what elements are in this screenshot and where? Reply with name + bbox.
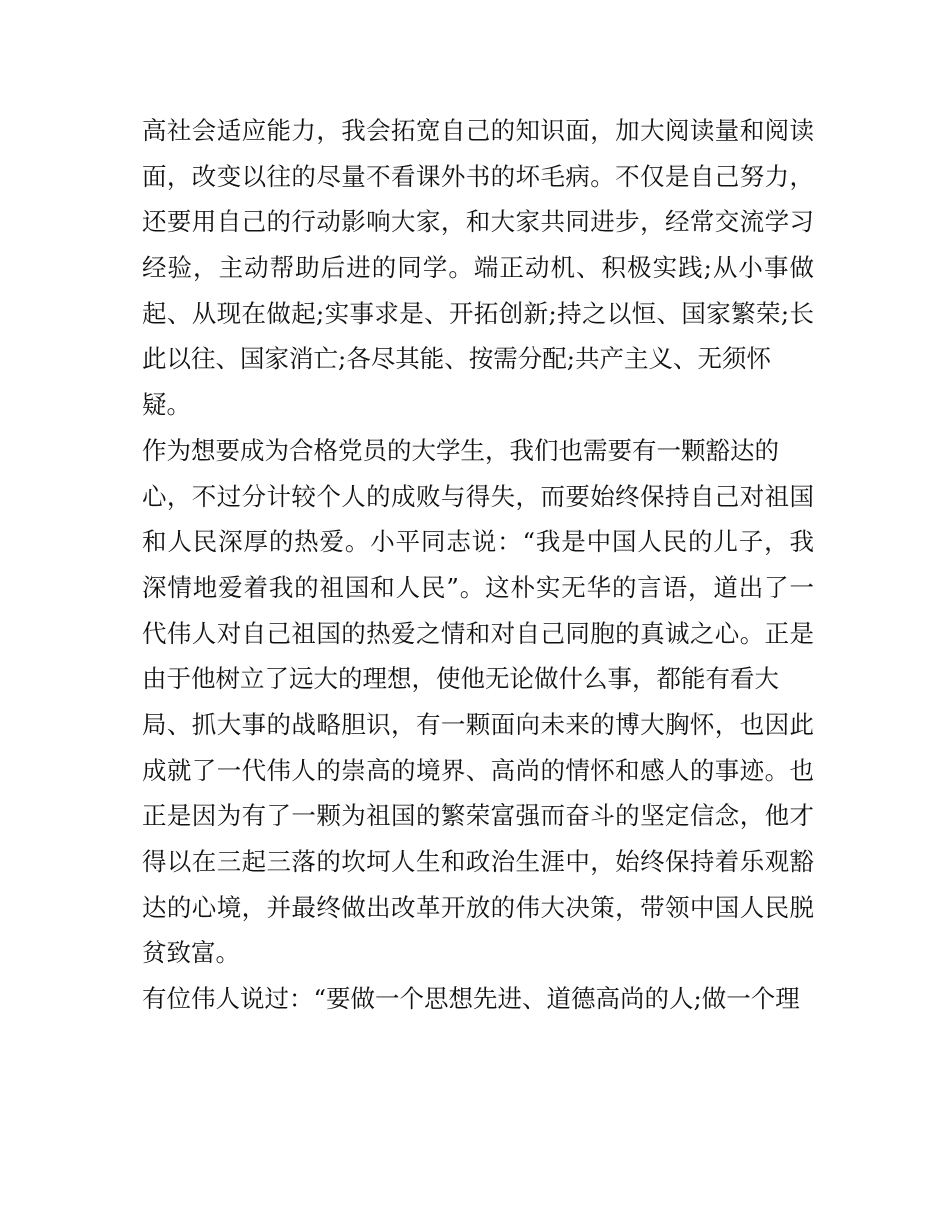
text-line: 高社会适应能力，我会拓宽自己的知识面，加大阅读量和阅读	[142, 116, 814, 145]
text-line: 得以在三起三落的坎坷人生和政治生涯中，始终保持着乐观豁	[142, 847, 814, 876]
text-line: 深情地爱着我的祖国和人民”。这朴实无华的言语，道出了一	[142, 572, 814, 602]
text-line: 作为想要成为合格党员的大学生，我们也需要有一颗豁达的	[142, 435, 779, 465]
text-line: 局、抓大事的战略胆识，有一颗面向未来的博大胸怀，也因此	[142, 709, 814, 739]
text-line: 经验，主动帮助后进的同学。端正动机、积极实践;从小事做	[142, 253, 814, 283]
text-line: 和人民深厚的热爱。小平同志说：“我是中国人民的儿子，我	[142, 527, 814, 557]
text-line: 贫致富。	[142, 938, 240, 968]
text-line: 由于他树立了远大的理想，使他无论做什么事，都能有看大	[142, 664, 779, 694]
body-text	[142, 108, 814, 1022]
text-line: 成就了一代伟人的崇高的境界、高尚的情怀和感人的事迹。也	[142, 755, 814, 785]
text-line: 面，改变以往的尽量不看课外书的坏毛病。不仅是自己努力，	[142, 161, 814, 191]
text-line: 达的心境，并最终做出改革开放的伟大决策，带领中国人民脱	[142, 892, 814, 922]
text-line: 起、从现在做起;实事求是、开拓创新;持之以恒、国家繁荣;长	[142, 298, 814, 328]
text-line: 有位伟人说过：“要做一个思想先进、道德高尚的人;做一个理	[142, 984, 800, 1014]
text-line: 代伟人对自己祖国的热爱之情和对自己同胞的真诚之心。正是	[142, 618, 814, 648]
text-line: 此以往、国家消亡;各尽其能、按需分配;共产主义、无须怀	[142, 344, 772, 374]
text-line: 心，不过分计较个人的成败与得失，而要始终保持自己对祖国	[142, 481, 814, 511]
text-line: 疑。	[142, 390, 191, 420]
text-line: 还要用自己的行动影响大家，和大家共同进步，经常交流学习	[142, 207, 814, 237]
text-line: 正是因为有了一颗为祖国的繁荣富强而奋斗的坚定信念，他才	[142, 801, 814, 831]
